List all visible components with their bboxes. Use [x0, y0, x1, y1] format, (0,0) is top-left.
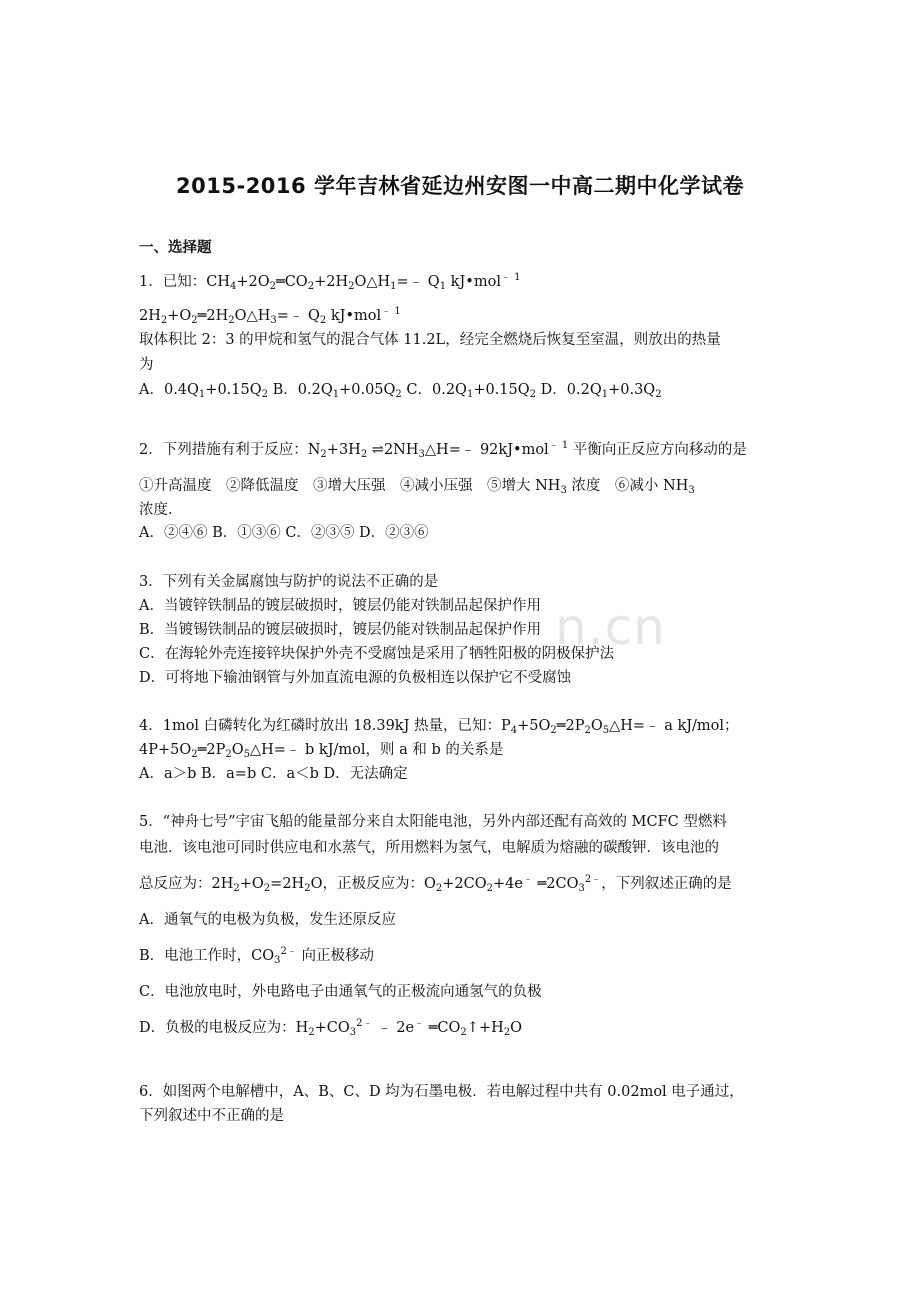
page-title: 2015-2016 学年吉林省延边州安图一中高二期中化学试卷 — [176, 174, 744, 198]
question-2-line-1: 2．下列措施有利于反应：$N_2+3H_2$ $\rightleftharpoons 2NH_3\triangle H=﹣$ 92kJ•mol$^{﹣ 1}$ 平衡向正反应方向移动的是 — [139, 440, 747, 460]
question-5-line-3: 总反应为：$2H_2+O_2=2H_2O$，正极反应为：$O_2+2CO_2+4e^﹣$ $═2CO_3^{2﹣}$，下列叙述正确的是 — [139, 874, 732, 894]
question-5-line-6: C．电池放电时，外电路电子由通氧气的正极流向通氢气的负极 — [139, 984, 542, 1000]
question-5-line-7: D．负极的电极反应为：$H_2+CO_3^{2﹣}$ ﹣ 2e﹣ $═CO_2↑+H_2O$ — [139, 1018, 522, 1038]
question-1-line-3: 取体积比 2：3 的甲烷和氢气的混合气体 11.2L，经完全燃烧后恢复至室温，则放出的热量 — [139, 332, 721, 348]
question-6-line-2: 下列叙述中不正确的是 — [139, 1108, 284, 1124]
question-1-line-1: 1．已知：$CH_4+2O_2═CO_2+2H_2O\triangle H_1=﹣$ $Q_1$ kJ•mol$^{﹣ 1}$ — [139, 272, 521, 292]
question-2-line-3: 浓度． — [139, 502, 183, 518]
question-5-line-1: 5．“神舟七号”宇宙飞船的能量部分来自太阳能电池，另外内部还配有高效的 MCFC 型燃料 — [139, 814, 727, 830]
question-2-line-4: A．②④⑥ B．①③⑥ C．②③⑤ D．②③⑥ — [139, 525, 429, 541]
question-3-line-2: A．当镀锌铁制品的镀层破损时，镀层仍能对铁制品起保护作用 — [139, 598, 541, 614]
question-1-line-5: A．$0.4Q_1+0.15Q_2$ B．$0.2Q_1+0.05Q_2$ C．$0.2Q_1+0.15Q_2$ D．$0.2Q_1+0.3Q_2$ — [139, 382, 662, 400]
question-1-line-4: 为 — [139, 357, 154, 373]
question-1-line-2: $2H_2+O_2═2H_2O\triangle H_3=﹣$ $Q_2$ kJ•mol$^{﹣ 1}$ — [139, 306, 401, 326]
question-3-line-1: 3．下列有关金属腐蚀与防护的说法不正确的是 — [139, 574, 439, 590]
question-5-line-2: 电池．该电池可同时供应电和水蒸气，所用燃料为氢气，电解质为熔融的碳酸钾．该电池的 — [139, 840, 719, 856]
question-4-line-2: $4P+5O_2═2P_2O_5\triangle H=﹣$ b kJ/mol，则 a 和 b 的关系是 — [139, 742, 504, 760]
question-4-line-1: 4．1mol 白磷转化为红磷时放出 18.39kJ 热量，已知：$P_4+5O_2═2P_2O_5\triangle H=﹣$ a kJ/mol； — [139, 718, 739, 736]
question-3-line-4: C．在海轮外壳连接锌块保护外壳不受腐蚀是采用了牺牲阳极的阴极保护法 — [139, 646, 615, 662]
watermark: n.cn — [555, 598, 666, 656]
section-heading: 一、选择题 — [139, 240, 212, 256]
question-4-line-3: A．a＞b B．a=b C．a＜b D．无法确定 — [139, 766, 408, 782]
question-3-line-5: D．可将地下输油钢管与外加直流电源的负极相连以保护它不受腐蚀 — [139, 670, 572, 686]
question-5-line-4: A．通氧气的电极为负极，发生还原反应 — [139, 912, 396, 928]
question-3-line-3: B．当镀锡铁制品的镀层破损时，镀层仍能对铁制品起保护作用 — [139, 622, 542, 638]
question-6-line-1: 6．如图两个电解槽中，A、B、C、D 均为石墨电极．若电解过程中共有 0.02mol 电子通过， — [139, 1084, 744, 1100]
question-5-line-5: B．电池工作时，$CO_3^{2﹣}$ 向正极移动 — [139, 946, 374, 966]
question-2-line-2: ①升高温度 ②降低温度 ③增大压强 ④减小压强 ⑤增大 $NH_3$ 浓度 ⑥减小 $NH_3$ — [139, 478, 695, 496]
